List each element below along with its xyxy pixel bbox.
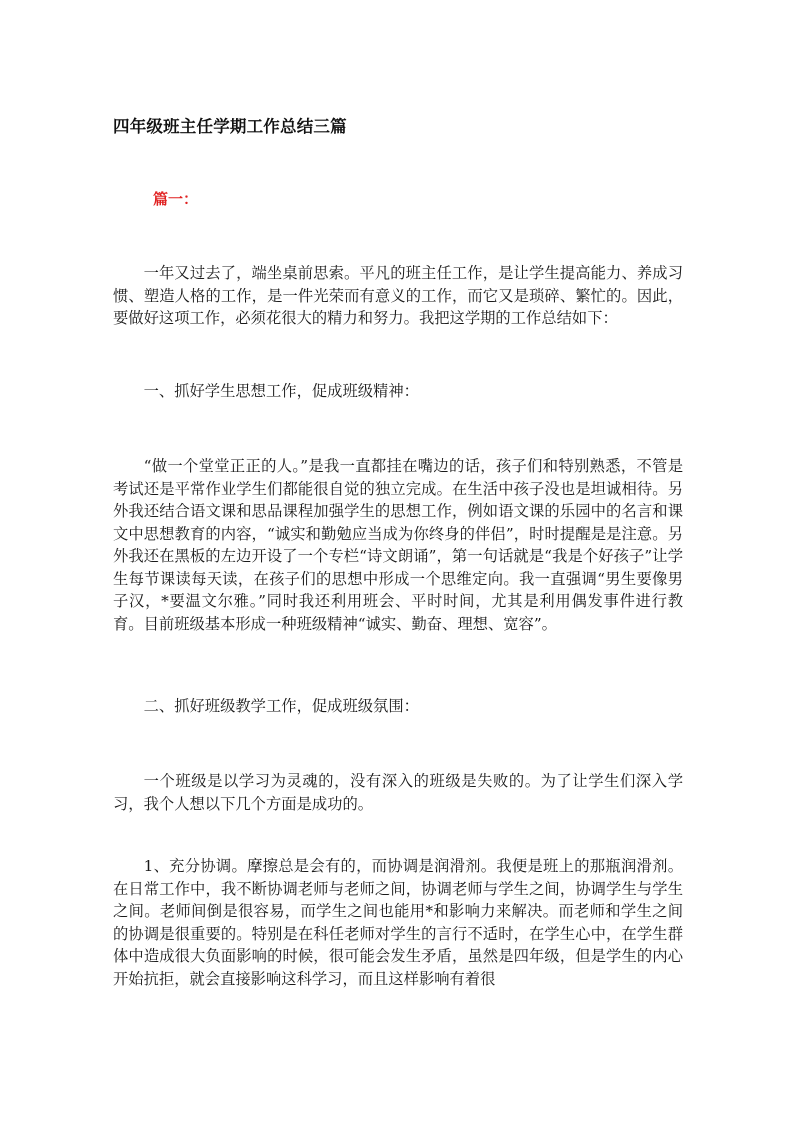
body-paragraph-2: 一个班级是以学习为灵魂的，没有深入的班级是失败的。为了让学生们深入学习，我个人想以下几个方面是成功的。 — [113, 772, 683, 813]
body-paragraph-1: “做一个堂堂正正的人。”是我一直都挂在嘴边的话，孩子们和特别熟悉，不管是考试还是平常作业学生们都能很自觉的独立完成。在生活中孩子没也是坦诚相待。另外我还结合语文课和思品课程加强学生的思想工作，例如语文课的乐园中的名言和课文中思想教育的内容，“诚实和勤勉应当成为你终身的伴侣”，时时提醒是是注意。另外我还在黑板的左边开设了一个专栏“诗文朗诵”，第一句话就是“我是个好孩子”让学生每节课读每天读，在孩子们的思想中形成一个思维定向。我一直强调“男生要像男子汉，*要温文尔雅。”同时我还利用班会、平时时间，尤其是利用偶发事件进行教育。目前班级基本形成一种班级精神“诚实、勤奋、理想、宽容”。 — [113, 457, 683, 633]
section-label: 篇一： — [153, 190, 199, 208]
intro-paragraph: 一年又过去了，端坐桌前思索。平凡的班主任工作，是让学生提高能力、养成习惯、塑造人格的工作，是一件光荣而有意义的工作，而它又是琐碎、繁忙的。因此，要做好这项工作，必须花很大的精力和努力。我把这学期的工作总结如下： — [113, 264, 683, 327]
body-paragraph-3: 1、充分协调。摩擦总是会有的，而协调是润滑剂。我便是班上的那瓶润滑剂。在日常工作中，我不断协调老师与老师之间，协调老师与学生之间，协调学生与学生之间。老师间倒是很容易，而学生之间也能用*和影响力来解决。而老师和学生之间的协调是很重要的。特别是在科任老师对学生的言行不适时，在学生心中，在学生群体中造成很大负面影响的时候，很可能会发生矛盾，虽然是四年级，但是学生的内心开始抗拒，就会直接影响这科学习，而且这样影响有着很 — [113, 857, 683, 988]
section-heading-1: 一、抓好学生思想工作，促成班级精神： — [143, 382, 419, 400]
section-heading-2: 二、抓好班级教学工作，促成班级氛围： — [143, 697, 419, 715]
document-title: 四年级班主任学期工作总结三篇 — [113, 117, 347, 136]
